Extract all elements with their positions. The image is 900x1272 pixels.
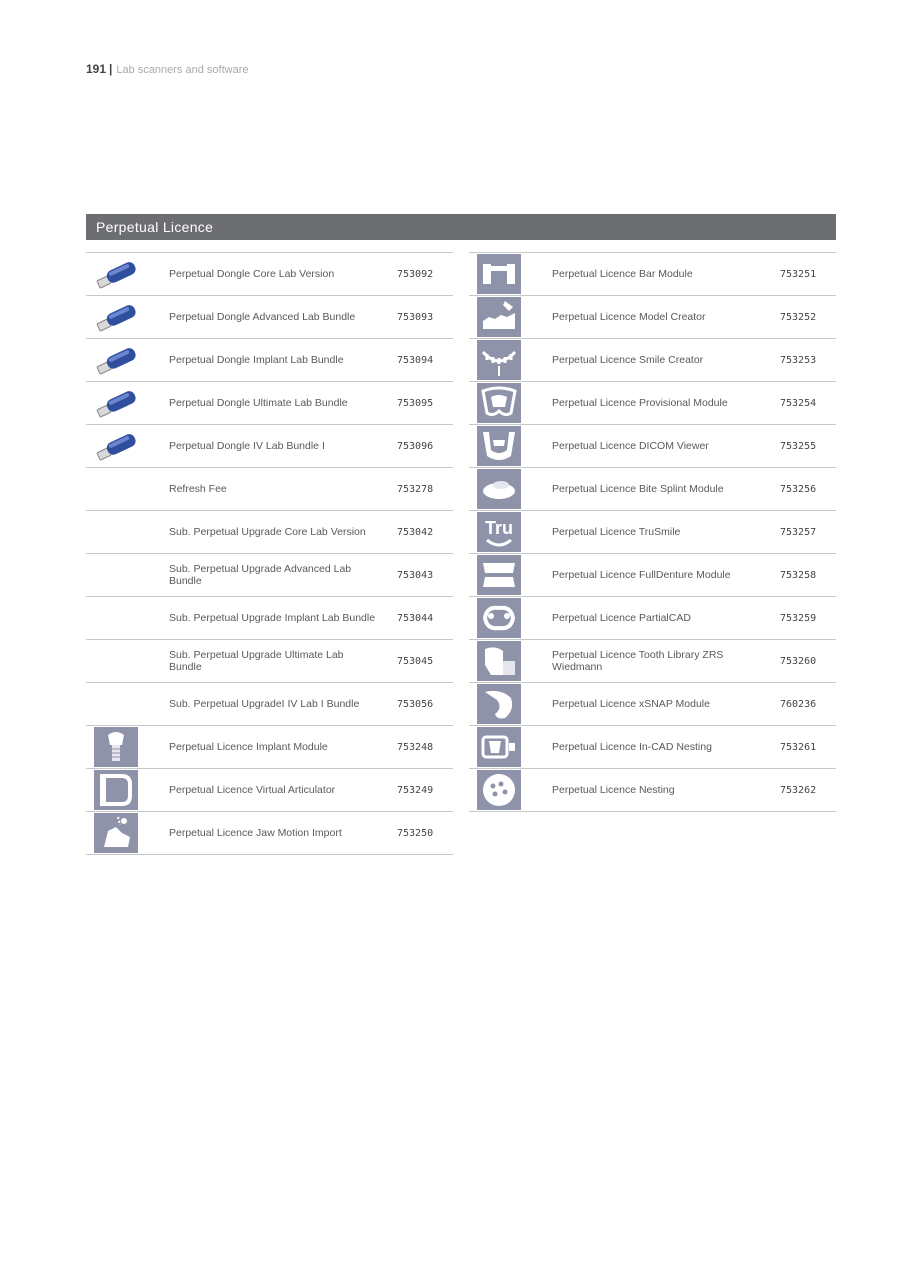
product-name: Perpetual Licence In-CAD Nesting bbox=[552, 741, 712, 753]
product-code: 753249 bbox=[397, 784, 434, 796]
trusmile-icon bbox=[477, 512, 521, 552]
table-row bbox=[469, 252, 836, 295]
jaw-motion-icon bbox=[94, 813, 138, 853]
product-code: 753253 bbox=[780, 354, 817, 366]
product-code: 753262 bbox=[780, 784, 817, 796]
section-title-bar: Perpetual Licence bbox=[86, 214, 836, 240]
table-row bbox=[469, 424, 836, 467]
product-name: Perpetual Licence Jaw Motion Import bbox=[169, 827, 342, 839]
product-code: 760236 bbox=[780, 698, 817, 710]
product-name: Sub. Perpetual Upgrade Core Lab Version bbox=[169, 526, 366, 538]
product-name: Perpetual Dongle Core Lab Version bbox=[169, 268, 335, 280]
table-row bbox=[86, 295, 453, 338]
table-row bbox=[86, 381, 453, 424]
product-code: 753257 bbox=[780, 526, 817, 538]
product-code: 753254 bbox=[780, 397, 817, 409]
product-code: 753259 bbox=[780, 612, 817, 624]
product-code: 753044 bbox=[397, 612, 434, 624]
table-row bbox=[469, 725, 836, 768]
product-name: Perpetual Licence Implant Module bbox=[169, 741, 328, 753]
product-table-right bbox=[469, 252, 836, 812]
product-code: 753042 bbox=[397, 526, 434, 538]
product-name: Perpetual Dongle Advanced Lab Bundle bbox=[169, 311, 356, 323]
partial-cad-icon bbox=[477, 598, 521, 638]
product-code: 753250 bbox=[397, 827, 434, 839]
virtual-articulator-icon bbox=[94, 770, 138, 810]
trusmile-icon-text: Tru bbox=[484, 518, 514, 538]
product-code: 753261 bbox=[780, 741, 817, 753]
xsnap-icon bbox=[477, 684, 521, 724]
product-name: Sub. Perpetual Upgrade Ultimate Lab Bundle bbox=[169, 649, 344, 673]
table-row bbox=[86, 467, 453, 510]
bar-module-icon bbox=[477, 254, 521, 294]
table-row bbox=[469, 295, 836, 338]
usb-dongle-icon bbox=[94, 426, 138, 466]
product-code: 753045 bbox=[397, 655, 434, 667]
model-creator-icon bbox=[477, 297, 521, 337]
table-row bbox=[469, 553, 836, 596]
product-code: 753255 bbox=[780, 440, 817, 452]
product-code: 753092 bbox=[397, 268, 434, 280]
nesting-icon bbox=[477, 770, 521, 810]
usb-dongle-icon bbox=[94, 254, 138, 294]
page-number: 191 bbox=[86, 62, 107, 76]
usb-dongle-icon bbox=[94, 383, 138, 423]
smile-creator-icon bbox=[477, 340, 521, 380]
product-name: Refresh Fee bbox=[169, 483, 227, 495]
usb-dongle-icon bbox=[94, 297, 138, 337]
full-denture-icon bbox=[477, 555, 521, 595]
product-code: 753094 bbox=[397, 354, 434, 366]
bite-splint-icon bbox=[477, 469, 521, 509]
page-section-title: Lab scanners and software bbox=[116, 64, 249, 76]
table-row bbox=[469, 682, 836, 725]
product-code: 753251 bbox=[780, 268, 817, 280]
table-row bbox=[86, 768, 453, 811]
usb-dongle-icon bbox=[94, 340, 138, 380]
table-row bbox=[86, 252, 453, 295]
product-name: Perpetual Licence Nesting bbox=[552, 784, 675, 796]
table-row bbox=[86, 639, 453, 682]
table-row bbox=[86, 811, 453, 855]
product-code: 753256 bbox=[780, 483, 817, 495]
implant-module-icon bbox=[94, 727, 138, 767]
table-row bbox=[86, 510, 453, 553]
product-name: Sub. Perpetual UpgradeI IV Lab I Bundle bbox=[169, 698, 360, 710]
table-row bbox=[86, 682, 453, 725]
product-name: Perpetual Licence Provisional Module bbox=[552, 397, 728, 409]
product-name: Perpetual Licence PartialCAD bbox=[552, 612, 691, 624]
table-row bbox=[469, 768, 836, 812]
product-name: Perpetual Licence Smile Creator bbox=[552, 354, 704, 366]
header-separator: | bbox=[109, 62, 113, 76]
product-code: 753096 bbox=[397, 440, 434, 452]
product-code: 753258 bbox=[780, 569, 817, 581]
product-name: Perpetual Licence Model Creator bbox=[552, 311, 706, 323]
product-name: Perpetual Licence DICOM Viewer bbox=[552, 440, 709, 452]
product-code: 753095 bbox=[397, 397, 434, 409]
product-code: 753278 bbox=[397, 483, 434, 495]
product-name: Perpetual Licence Virtual Articulator bbox=[169, 784, 336, 796]
product-name: Perpetual Dongle Implant Lab Bundle bbox=[169, 354, 344, 366]
product-code: 753248 bbox=[397, 741, 434, 753]
table-row bbox=[469, 639, 836, 682]
table-row bbox=[86, 338, 453, 381]
product-name: Perpetual Licence FullDenture Module bbox=[552, 569, 731, 581]
product-name: Perpetual Dongle Ultimate Lab Bundle bbox=[169, 397, 348, 409]
product-name: Sub. Perpetual Upgrade Implant Lab Bundle bbox=[169, 612, 376, 624]
product-code: 753056 bbox=[397, 698, 434, 710]
table-row bbox=[469, 467, 836, 510]
table-row bbox=[469, 510, 836, 553]
in-cad-nesting-icon bbox=[477, 727, 521, 767]
page-header bbox=[86, 62, 248, 76]
product-code: 753252 bbox=[780, 311, 817, 323]
table-row bbox=[86, 725, 453, 768]
table-row bbox=[86, 424, 453, 467]
product-name: Perpetual Licence Bite Splint Module bbox=[552, 483, 724, 495]
table-row bbox=[469, 381, 836, 424]
table-row bbox=[86, 553, 453, 596]
table-row bbox=[86, 596, 453, 639]
product-name: Perpetual Dongle IV Lab Bundle I bbox=[169, 440, 325, 452]
provisional-module-icon bbox=[477, 383, 521, 423]
product-code: 753043 bbox=[397, 569, 434, 581]
table-row bbox=[469, 338, 836, 381]
product-name: Perpetual Licence xSNAP Module bbox=[552, 698, 710, 710]
dicom-viewer-icon bbox=[477, 426, 521, 466]
product-name: Perpetual Licence Tooth Library ZRS Wiedmann bbox=[552, 649, 724, 673]
product-name: Sub. Perpetual Upgrade Advanced Lab Bundle bbox=[169, 563, 352, 587]
tooth-library-icon bbox=[477, 641, 521, 681]
product-code: 753093 bbox=[397, 311, 434, 323]
product-code: 753260 bbox=[780, 655, 817, 667]
table-row bbox=[469, 596, 836, 639]
product-table-left bbox=[86, 252, 453, 855]
product-name: Perpetual Licence TruSmile bbox=[552, 526, 681, 538]
product-name: Perpetual Licence Bar Module bbox=[552, 268, 693, 280]
